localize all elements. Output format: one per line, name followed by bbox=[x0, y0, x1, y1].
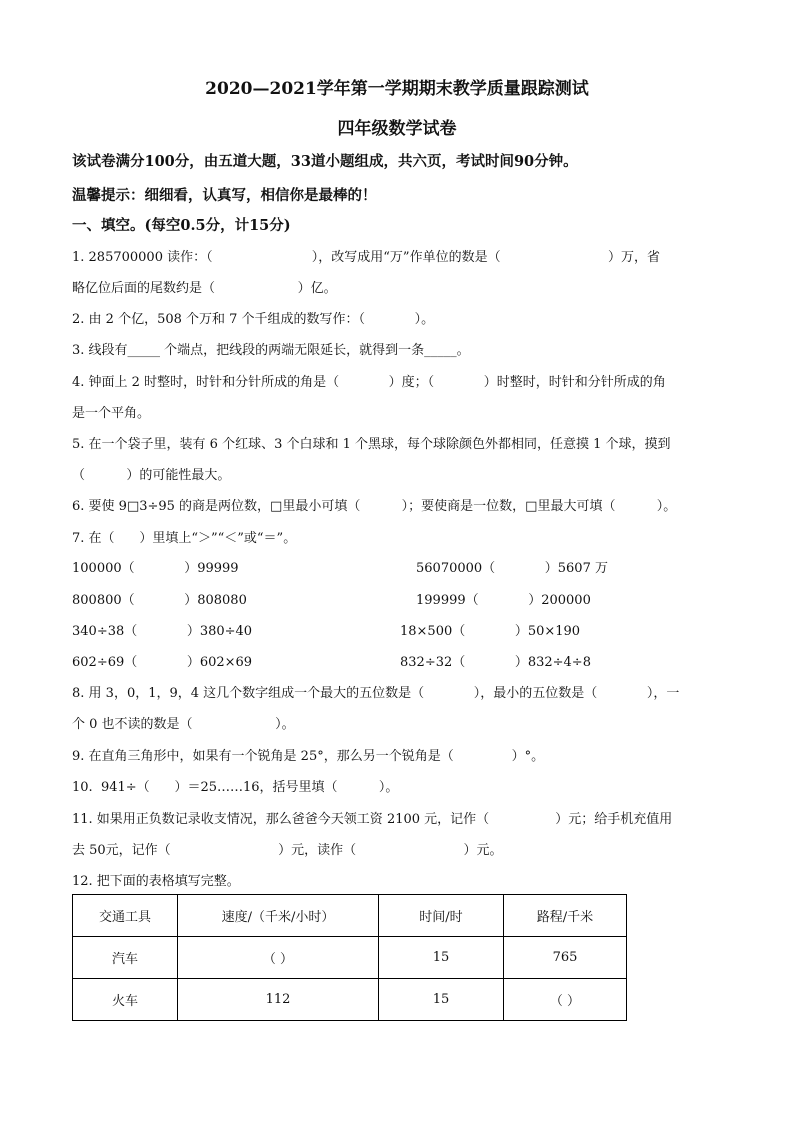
section-heading: 一、填空。(每空0.5分，计15分) bbox=[72, 217, 291, 234]
compare-item: 800800（ ）808080 bbox=[72, 593, 247, 608]
page-subtitle: 四年级数学试卷 bbox=[337, 119, 457, 139]
question-11-line-2: 去 50元，记作（ ）元，读作（ ）元。 bbox=[72, 843, 503, 858]
table-header-cell: 路程/千米 bbox=[504, 895, 627, 937]
question-11-line-1: 11. 如果用正负数记录收支情况，那么爸爸今天领工资 2100 元，记作（ ）元；给手机充值用 bbox=[72, 812, 673, 827]
question-1-line-2: 略亿位后面的尾数约是（ ）亿。 bbox=[72, 281, 337, 296]
question-10: 10. 941÷（ ）＝25……16，括号里填（ ）。 bbox=[72, 780, 399, 795]
speed-time-distance-table bbox=[72, 894, 627, 1021]
exam-intro: 该试卷满分100分，由五道大题，33道小题组成，共六页，考试时间90分钟。 bbox=[72, 153, 578, 170]
table-cell: 765 bbox=[504, 937, 627, 979]
table-cell: 汽车 bbox=[73, 937, 178, 979]
question-8-line-1: 8. 用 3，0，1，9，4 这几个数字组成一个最大的五位数是（ ），最小的五位数是（ ），一 bbox=[72, 686, 680, 701]
table-header-row bbox=[73, 895, 627, 937]
compare-item: 199999（ ）200000 bbox=[416, 593, 591, 608]
table-row bbox=[73, 979, 627, 1021]
compare-item: 56070000（ ）5607 万 bbox=[416, 561, 608, 576]
table-row bbox=[73, 937, 627, 979]
question-12: 12. 把下面的表格填写完整。 bbox=[72, 874, 240, 889]
warm-tip: 温馨提示：细细看，认真写，相信你是最棒的！ bbox=[72, 187, 377, 204]
question-5-line-2: （ ）的可能性最大。 bbox=[72, 468, 231, 483]
table-header-cell: 交通工具 bbox=[73, 895, 178, 937]
question-3: 3. 线段有_____ 个端点，把线段的两端无限延长，就得到一条_____。 bbox=[72, 343, 470, 358]
table-header-cell: 时间/时 bbox=[379, 895, 504, 937]
question-9: 9. 在直角三角形中，如果有一个锐角是 25°，那么另一个锐角是（ ）°。 bbox=[72, 749, 545, 764]
table-cell: 15 bbox=[379, 937, 504, 979]
compare-item: 832÷32（ ）832÷4÷8 bbox=[400, 655, 591, 670]
compare-item: 340÷38（ ）380÷40 bbox=[72, 624, 253, 639]
table-cell: （ ） bbox=[504, 979, 627, 1021]
table-cell: （ ） bbox=[178, 937, 379, 979]
question-8-line-2: 个 0 也不读的数是（ ）。 bbox=[72, 717, 295, 732]
question-2: 2. 由 2 个亿，508 个万和 7 个千组成的数写作：（ ）。 bbox=[72, 312, 435, 327]
question-1-line-1: 1. 285700000 读作：（ ），改写成用“万”作单位的数是（ ）万，省 bbox=[72, 250, 661, 265]
table-header-cell: 速度/（千米/小时） bbox=[178, 895, 379, 937]
question-6: 6. 要使 9□3÷95 的商是两位数，□里最小可填（ ）；要使商是一位数，□里最大可填（ ）。 bbox=[72, 499, 677, 514]
compare-item: 18×500（ ）50×190 bbox=[400, 624, 581, 639]
table-cell: 火车 bbox=[73, 979, 178, 1021]
question-5-line-1: 5. 在一个袋子里，装有 6 个红球、3 个白球和 1 个黑球，每个球除颜色外都相同，任意摸 1 个球，摸到 bbox=[72, 437, 671, 452]
question-7: 7. 在（ ）里填上“＞”“＜”或“＝”。 bbox=[72, 531, 297, 546]
table-cell: 112 bbox=[178, 979, 379, 1021]
question-4-line-2: 是一个平角。 bbox=[72, 406, 151, 421]
question-4-line-1: 4. 钟面上 2 时整时，时针和分针所成的角是（ ）度；（ ）时整时，时针和分针所成的角 bbox=[72, 375, 666, 390]
page-title: 2020—2021学年第一学期期末教学质量跟踪测试 bbox=[205, 79, 589, 99]
table-cell: 15 bbox=[379, 979, 504, 1021]
compare-item: 602÷69（ ）602×69 bbox=[72, 655, 253, 670]
compare-item: 100000（ ）99999 bbox=[72, 561, 239, 576]
